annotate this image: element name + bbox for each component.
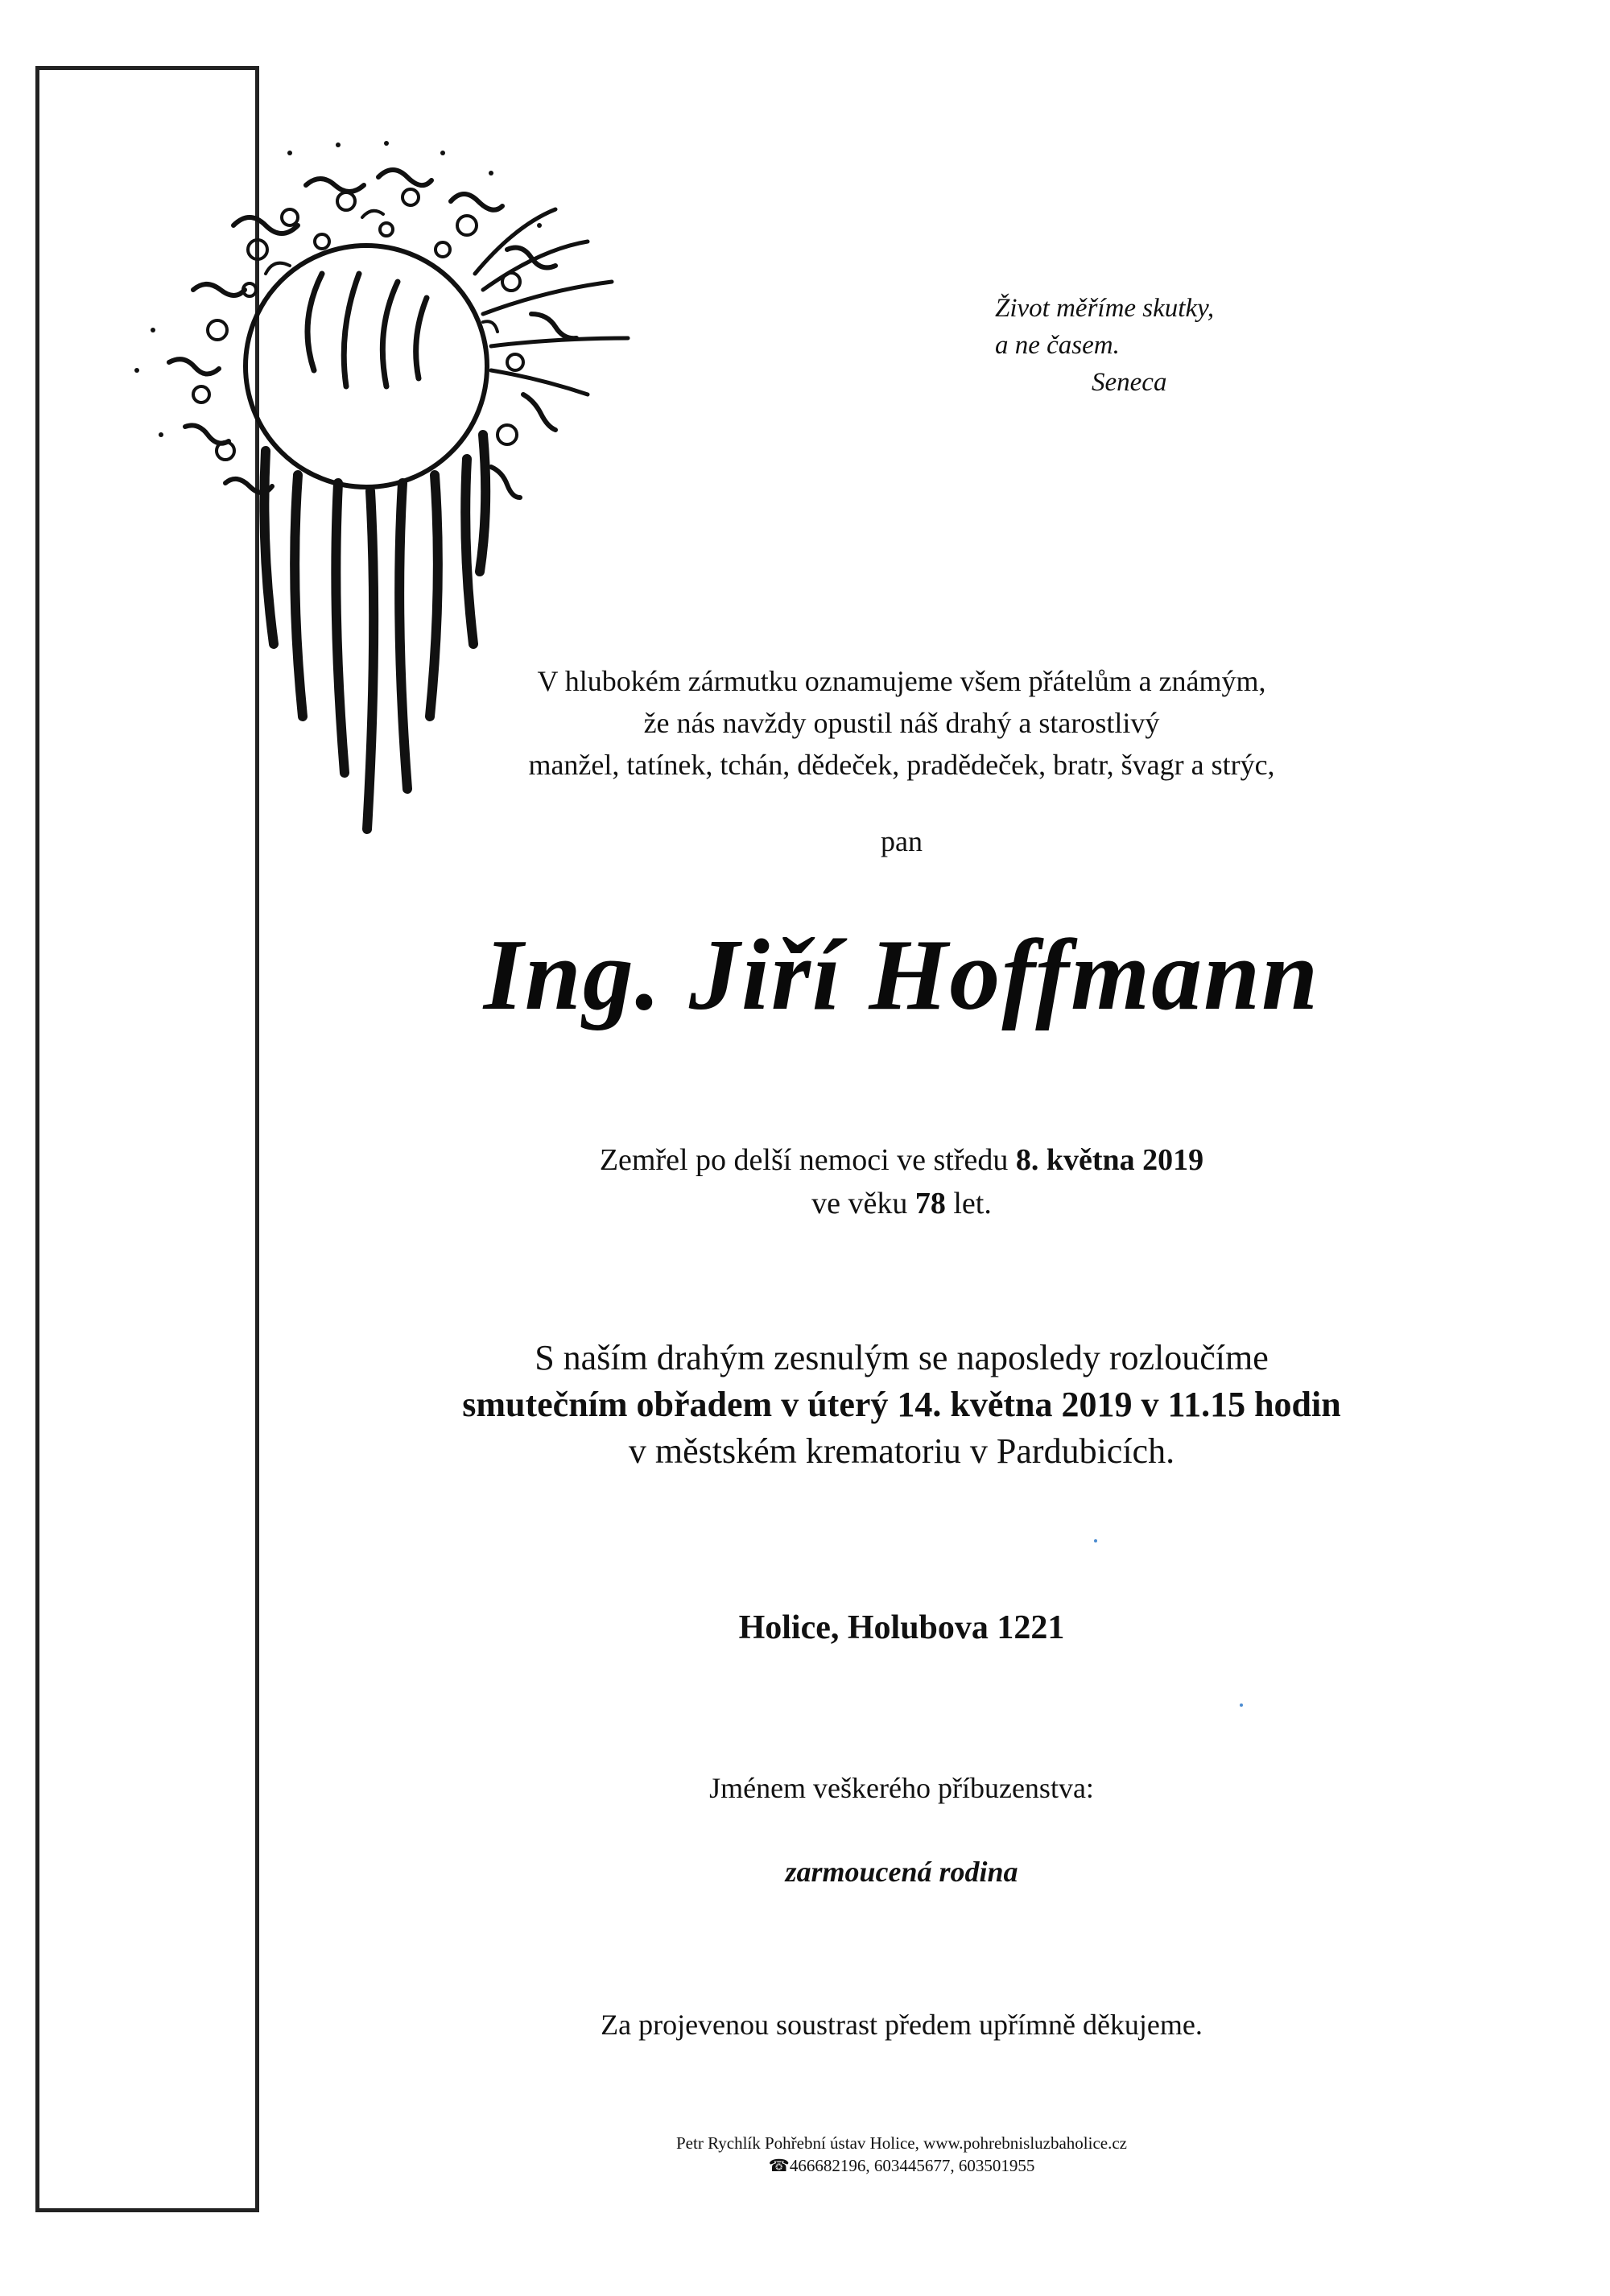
death-line — [386, 1138, 1417, 1182]
phone-icon: ☎ — [768, 2156, 790, 2175]
scan-speck — [1094, 1539, 1097, 1542]
family-address: Holice, Holubova 1221 — [738, 1609, 1065, 1646]
funeral-line-3: v městském krematoriu v Pardubicích. — [628, 1431, 1175, 1471]
announcement-intro — [386, 660, 1417, 786]
thanks-note: Za projevenou soustrast předem upřímně děkujeme. — [601, 2009, 1203, 2041]
intro-line-3: manžel, tatínek, tchán, dědeček, pradědeček, bratr, švagr a strýc, — [528, 749, 1275, 781]
deceased-name: Ing. Jiří Hoffmann — [483, 919, 1320, 1031]
quote-line-2: a ne časem. — [995, 331, 1120, 360]
intro-line-1: V hlubokém zármutku oznamujeme všem přátelům a známým, — [537, 665, 1266, 697]
footer-line-2 — [386, 2154, 1417, 2177]
quote-line-1: Život měříme skutky, — [995, 294, 1215, 323]
age-line — [386, 1182, 1417, 1225]
family-label: Jménem veškerého příbuzenstva: — [709, 1772, 1094, 1804]
funeral-line-2: smutečním obřadem v úterý 14. května 2019 v 11.15 hodin — [462, 1385, 1341, 1424]
quote — [995, 290, 1317, 401]
funeral-service-footer — [386, 2132, 1417, 2177]
death-info — [386, 1138, 1417, 1225]
age-suffix: let. — [945, 1187, 992, 1220]
quote-author: Seneca — [1092, 368, 1167, 397]
funeral-line-1: S naším drahým zesnulým se naposledy rozloučíme — [535, 1338, 1269, 1377]
death-date: 8. května 2019 — [1015, 1143, 1204, 1177]
footer-phones: 466682196, 603445677, 603501955 — [789, 2156, 1035, 2175]
age-value: 78 — [914, 1187, 946, 1220]
footer-line-1: Petr Rychlík Pohřební ústav Holice, www.pohrebnisluzbaholice.cz — [676, 2133, 1127, 2153]
funeral-info — [386, 1335, 1417, 1475]
salutation: pan — [881, 825, 923, 857]
death-text: Zemřel po delší nemoci ve středu — [599, 1143, 1016, 1177]
age-prefix: ve věku — [811, 1187, 915, 1220]
scan-speck — [1240, 1703, 1243, 1707]
intro-line-2: že nás navždy opustil náš drahý a starostlivý — [643, 707, 1160, 739]
family-signature: zarmoucená rodina — [785, 1856, 1018, 1888]
